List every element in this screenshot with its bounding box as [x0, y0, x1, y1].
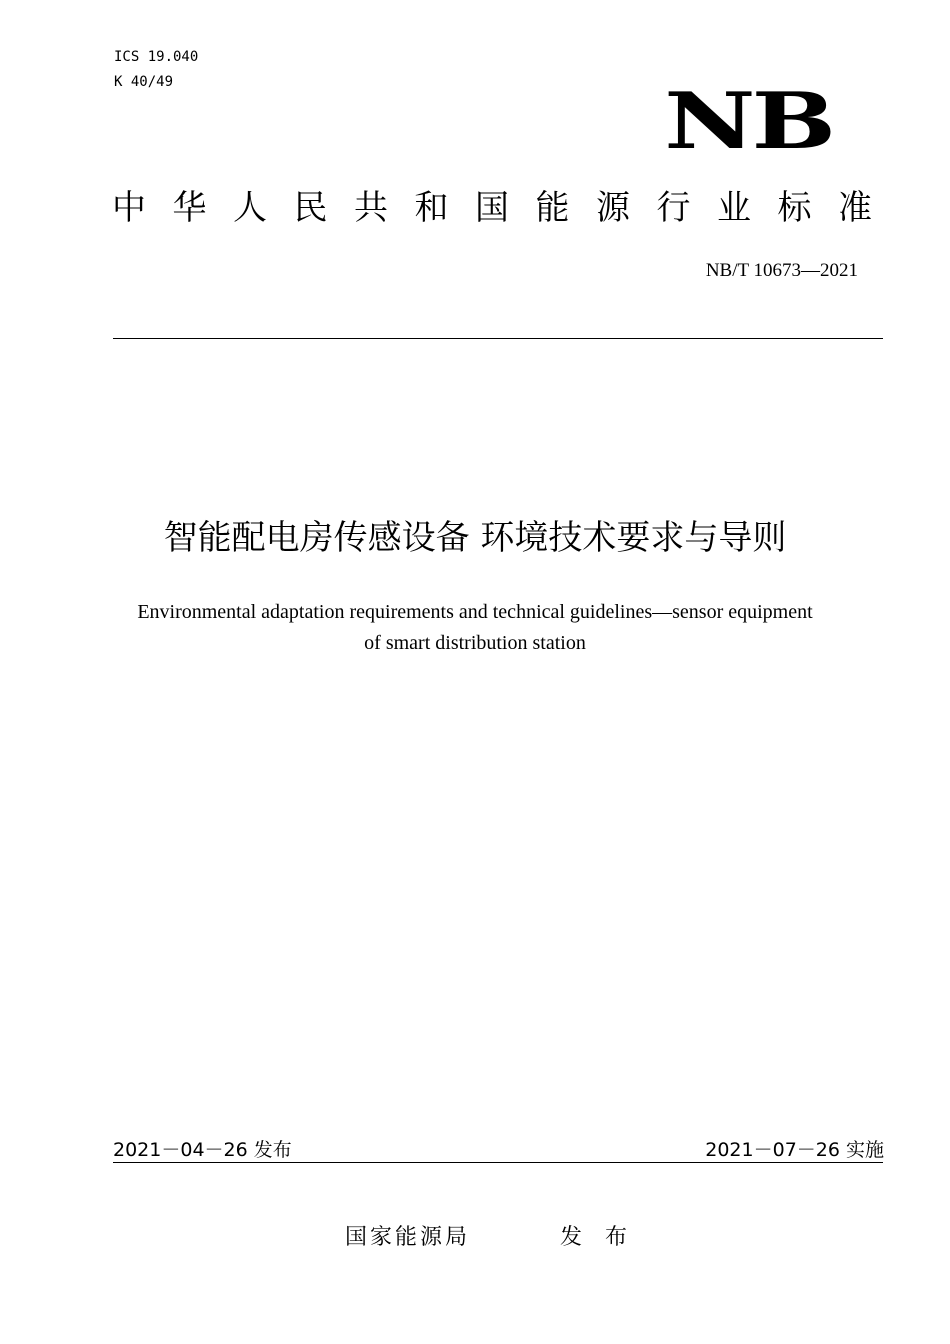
standard-number: NB/T 10673—2021 — [705, 260, 858, 281]
standard-category: 中华人民共和国能源行业标准 — [112, 188, 899, 228]
publisher-name: 国家能源局 — [345, 1225, 471, 1250]
ccs-code: K 40/49 — [114, 74, 174, 90]
top-divider — [113, 338, 883, 339]
ics-code: ICS 19.040 — [114, 49, 199, 65]
implementation-date: 2021－07－26 实施 — [705, 1139, 884, 1161]
issue-date: 2021－04－26 发布 — [113, 1139, 292, 1161]
publish-label: 发 布 — [560, 1225, 635, 1250]
english-title-line-1: Environmental adaptation requirements and technical guidelines—sensor equipment — [137, 601, 813, 623]
nb-logo: NB — [664, 76, 832, 167]
english-title-line-2: of smart distribution station — [364, 632, 586, 654]
bottom-divider — [113, 1162, 883, 1163]
chinese-title: 智能配电房传感设备 环境技术要求与导则 — [163, 518, 787, 558]
